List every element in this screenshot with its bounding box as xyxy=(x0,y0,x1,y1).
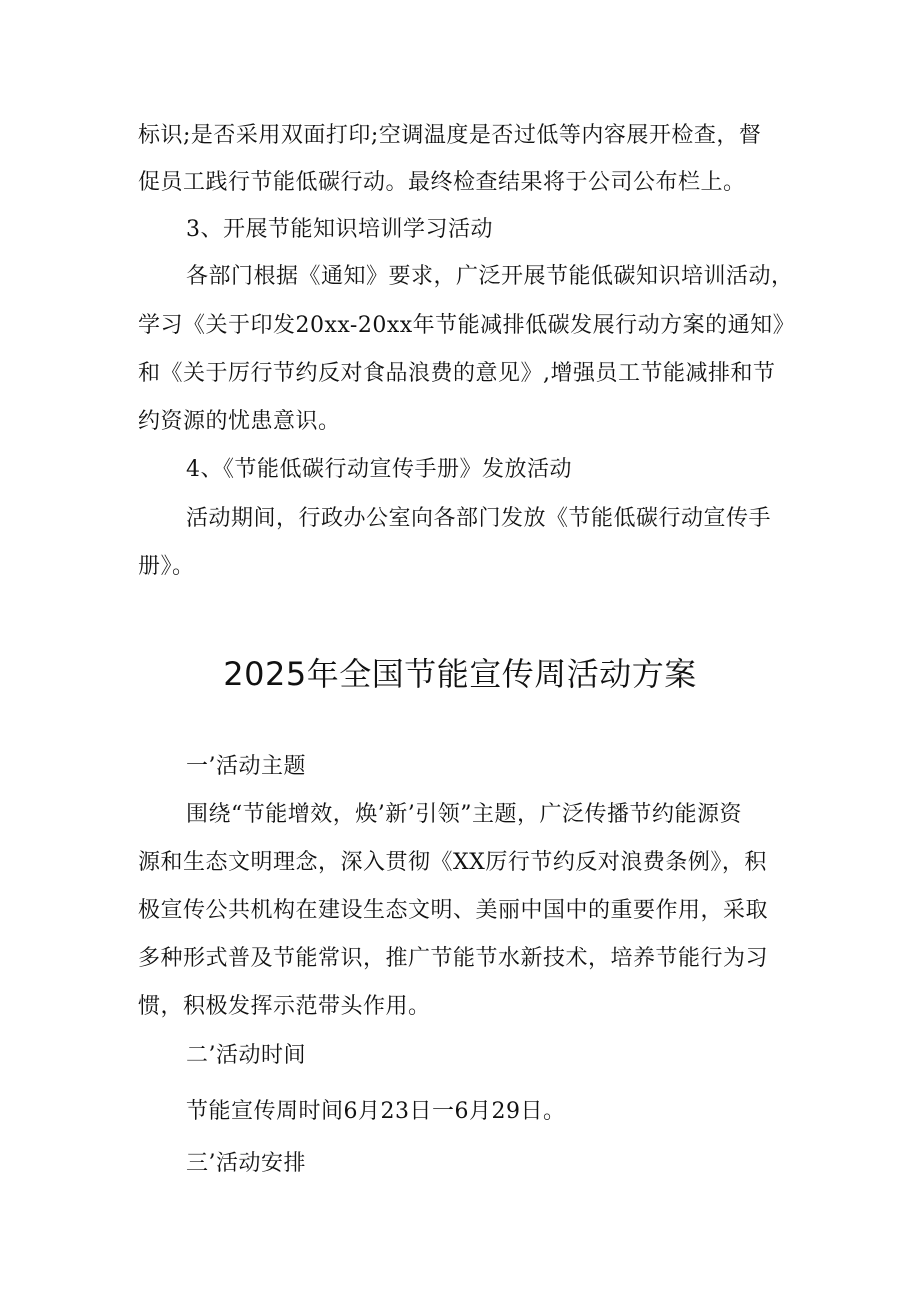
section-heading-4: 4、《节能低碳行动宣传手册》发放活动 xyxy=(186,457,572,482)
document-title: 2025年全国节能宣传周活动方案 xyxy=(223,655,697,693)
body-text-line: 册》。 xyxy=(138,554,195,579)
section-heading-time: 二’活动时间 xyxy=(186,1043,306,1068)
body-text-line: 多种形式普及节能常识，推广节能节水新技术，培养节能行为习 xyxy=(138,946,769,971)
section-heading-arrangement: 三’活动安排 xyxy=(186,1151,306,1176)
body-text-line: 活动期间，行政办公室向各部门发放《节能低碳行动宣传手 xyxy=(186,506,772,531)
body-text-line: 约资源的忧患意识。 xyxy=(138,409,341,434)
section-heading-theme: 一’活动主题 xyxy=(186,754,306,779)
body-text-line: 源和生态文明理念，深入贯彻《XX厉行节约反对浪费条例》，积 xyxy=(138,850,767,875)
section-heading-3: 3、开展节能知识培训学习活动 xyxy=(186,217,493,242)
body-text-line: 标识;是否采用双面打印;空调温度是否过低等内容展开检查，督 xyxy=(138,123,762,148)
body-text-line: 极宣传公共机构在建设生态文明、美丽中国中的重要作用，采取 xyxy=(138,898,769,923)
body-text-line: 各部门根据《通知》要求，广泛开展节能低碳知识培训活动， xyxy=(186,264,794,289)
body-text-line: 惯，积极发挥示范带头作用。 xyxy=(138,994,431,1019)
body-text-line: 学习《关于印发20xx-20xx年节能减排低碳发展行动方案的通知》 xyxy=(138,313,796,338)
body-text-line: 围绕“节能增效，焕’新’引领”主题，广泛传播节约能源资 xyxy=(186,802,742,827)
body-text-line: 促员工践行节能低碳行动。最终检查结果将于公司公布栏上。 xyxy=(138,170,746,195)
body-text-line: 和《关于厉行节约反对食品浪费的意见》,增强员工节能减排和节 xyxy=(138,361,776,386)
body-text-line: 节能宣传周时间6月23日一6月29日。 xyxy=(186,1099,566,1124)
